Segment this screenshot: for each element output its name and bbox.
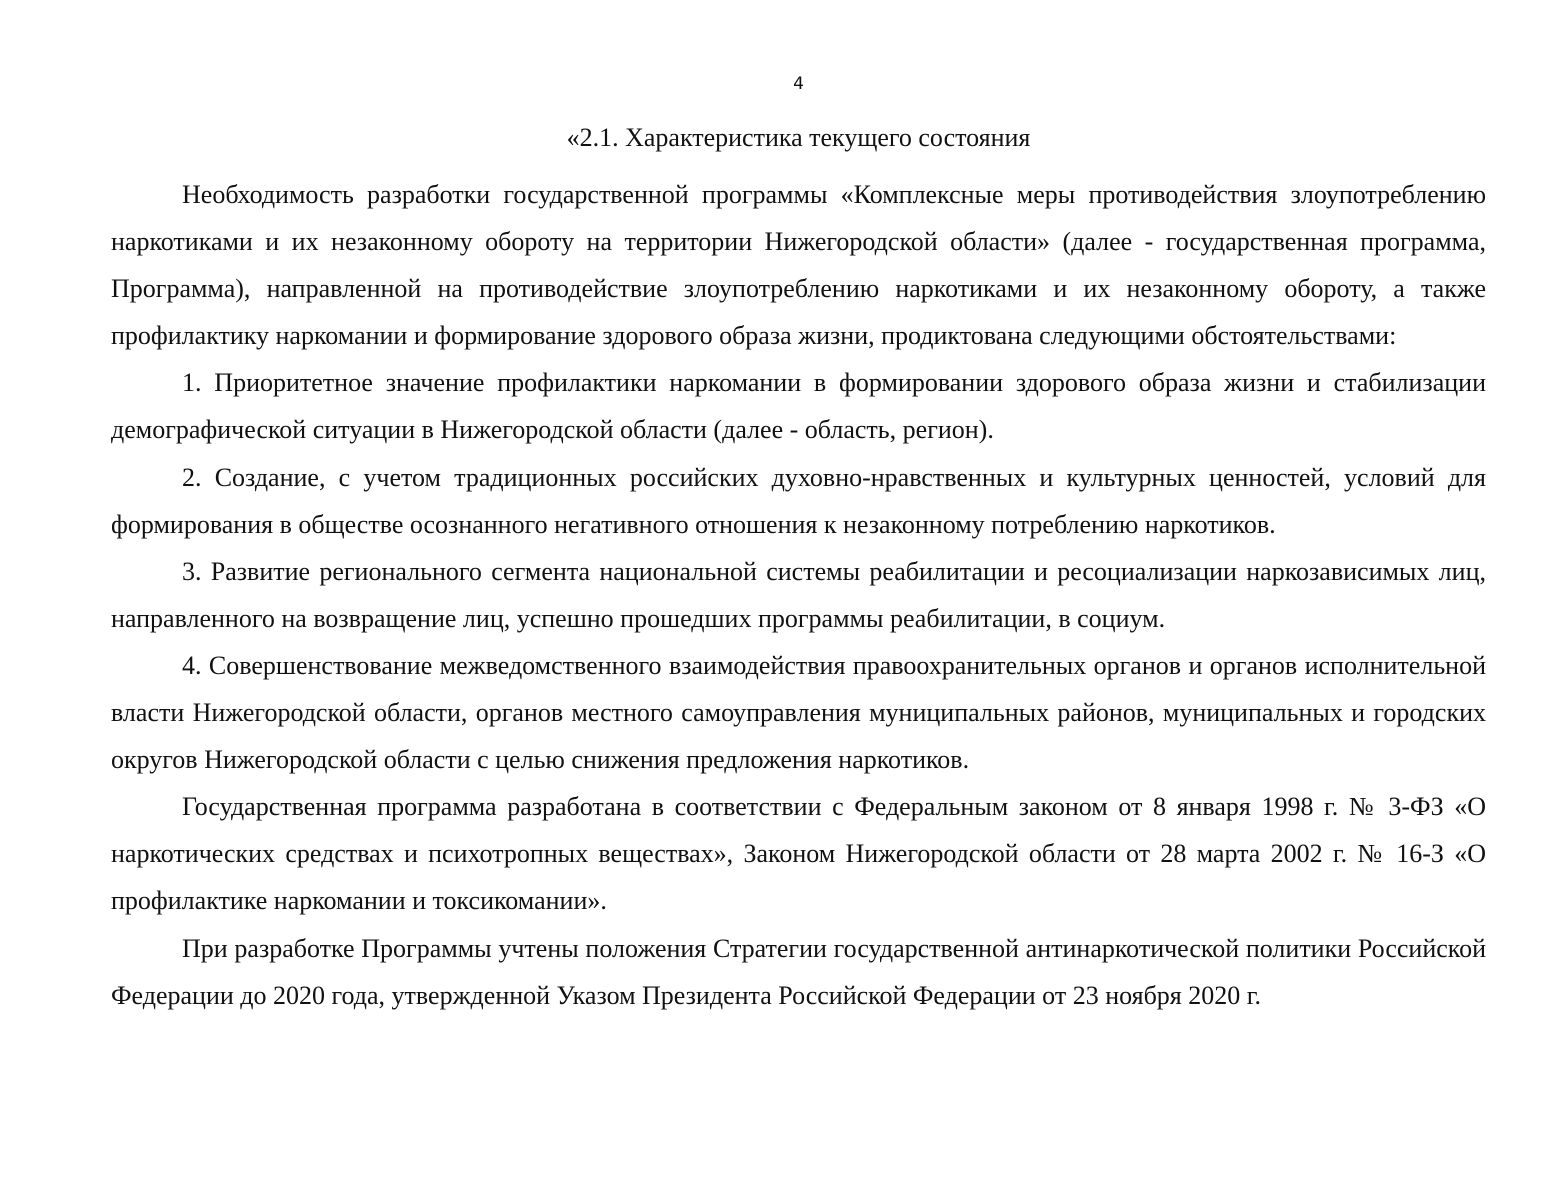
section-title: «2.1. Характеристика текущего состояния xyxy=(566,123,1031,152)
paragraph-item-2: 2. Создание, с учетом традиционных российских духовно-нравственных и культурных ценностей, условий для формирования в обществе осознанного негативного отношения к незаконному потреблению наркотиков. xyxy=(111,462,1486,539)
paragraph-item-1: 1. Приоритетное значение профилактики наркомании в формировании здорового образа жизни и стабилизации демографической ситуации в Нижегородской области (далее - область, регион). xyxy=(111,368,1486,445)
paragraph-intro: Необходимость разработки государственной программы «Комплексные меры противодействия злоупотреблению наркотиками и их незаконному обороту на территории Нижегородской области» (далее - государственная программа, Программа), направленной на противодействие злоупотреблению наркотиками и их незаконному обороту, а также профилактику наркомании и формирование здорового образа жизни, продиктована следующими обстоятельствами: xyxy=(111,180,1486,351)
paragraph-item-3: 3. Развитие регионального сегмента национальной системы реабилитации и ресоциализации наркозависимых лиц, направленного на возвращение лиц, успешно прошедших программы реабилитации, в социум. xyxy=(111,556,1486,633)
paragraph-strategy: При разработке Программы учтены положения Стратегии государственной антинаркотической политики Российской Федерации до 2020 года, утвержденной Указом Президента Российской Федерации от 23 ноября 2020 г. xyxy=(111,933,1486,1010)
paragraph-item-4: 4. Совершенствование межведомственного взаимодействия правоохранительных органов и органов исполнительной власти Нижегородской области, органов местного самоуправления муниципальных районов, муниципальных и городских округов Нижегородской области с целью снижения предложения наркотиков. xyxy=(111,650,1486,775)
page-number: 4 xyxy=(793,74,804,94)
body-text xyxy=(111,171,1486,1019)
paragraph-legal-basis: Государственная программа разработана в соответствии с Федеральным законом от 8 января 1998 г. № 3-ФЗ «О наркотических средствах и психотропных веществах», Законом Нижегородской области от 28 марта 2002 г. № 16-З «О профилактике наркомании и токсикомании». xyxy=(111,792,1486,916)
